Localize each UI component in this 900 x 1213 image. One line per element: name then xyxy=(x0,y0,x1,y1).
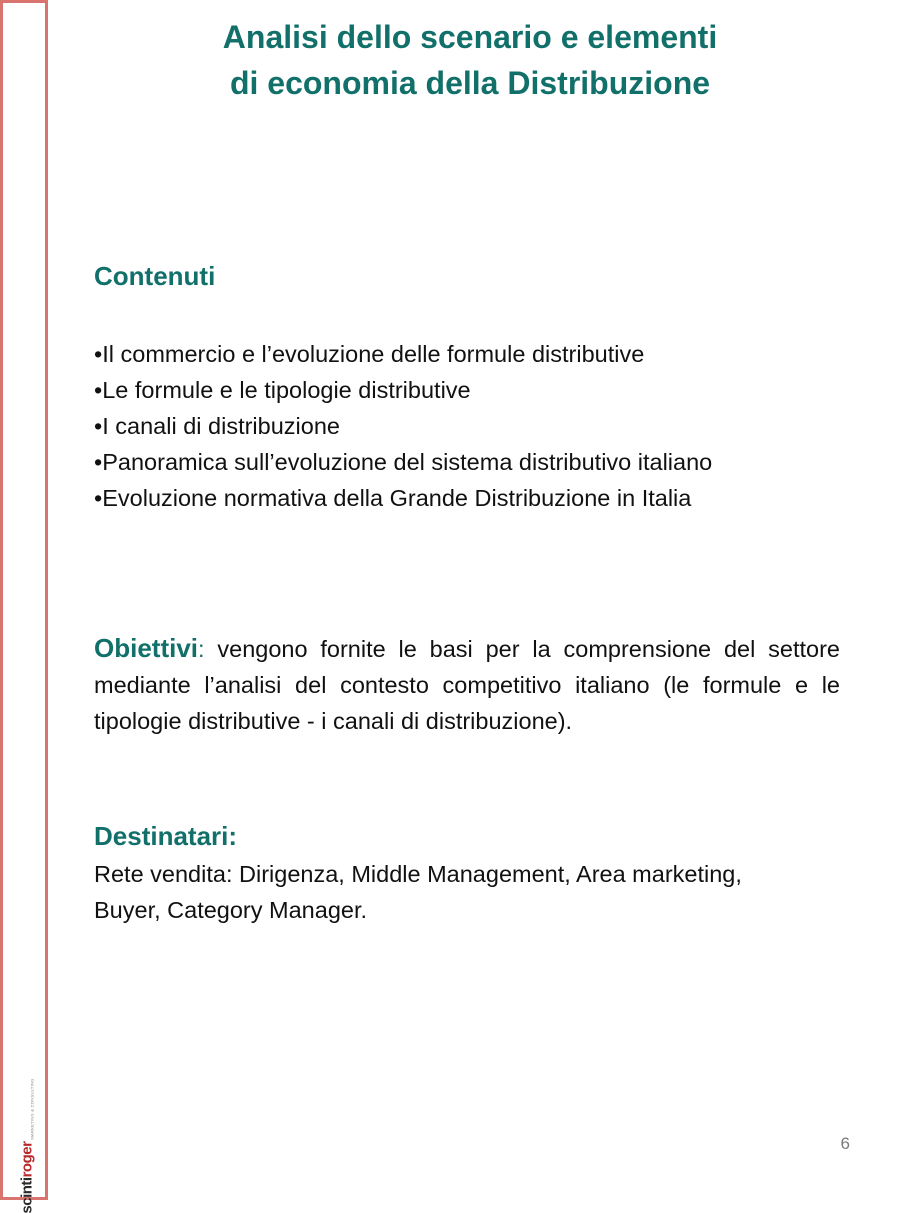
logo-brand-part2: roger xyxy=(18,1141,36,1177)
obiettivi-text: vengono fornite le basi per la comprensione del settore mediante l’analisi del contesto competitivo italiano (le formule e le tipologie distributive - i canali di distribuzione). xyxy=(94,636,840,734)
contenuti-item: • Evoluzione normativa della Grande Distribuzione in Italia xyxy=(94,480,814,516)
obiettivi-paragraph xyxy=(94,630,840,739)
destinatari-text: Rete vendita: Dirigenza, Middle Management, Area marketing, Buyer, Category Manager. xyxy=(94,861,742,923)
left-border-bar xyxy=(0,0,48,1213)
contenuti-item: • Panoramica sull’evoluzione del sistema distributivo italiano xyxy=(94,444,814,480)
slide-title-line1: Analisi dello scenario e elementi xyxy=(222,19,718,55)
slide-title xyxy=(130,14,810,106)
contenuti-item: • I canali di distribuzione xyxy=(94,408,814,444)
contenuti-heading: Contenuti xyxy=(94,261,216,291)
obiettivi-colon: : xyxy=(198,636,205,662)
obiettivi-heading: Obiettivi xyxy=(94,633,199,663)
contenuti-item: • Le formule e le tipologie distributive xyxy=(94,372,814,408)
scintiroger-logo xyxy=(9,1077,45,1213)
contenuti-item: • Il commercio e l’evoluzione delle formule distributive xyxy=(94,336,814,372)
logo-subtitle: MARKETING & CONSULTING xyxy=(29,1077,35,1140)
slide-title-line2: di economia della Distribuzione xyxy=(229,65,711,101)
contenuti-list xyxy=(94,336,814,516)
destinatari-heading: Destinatari: xyxy=(94,821,238,851)
page-number: 6 xyxy=(840,1134,850,1153)
logo-brand-part1: scinti xyxy=(18,1176,36,1213)
